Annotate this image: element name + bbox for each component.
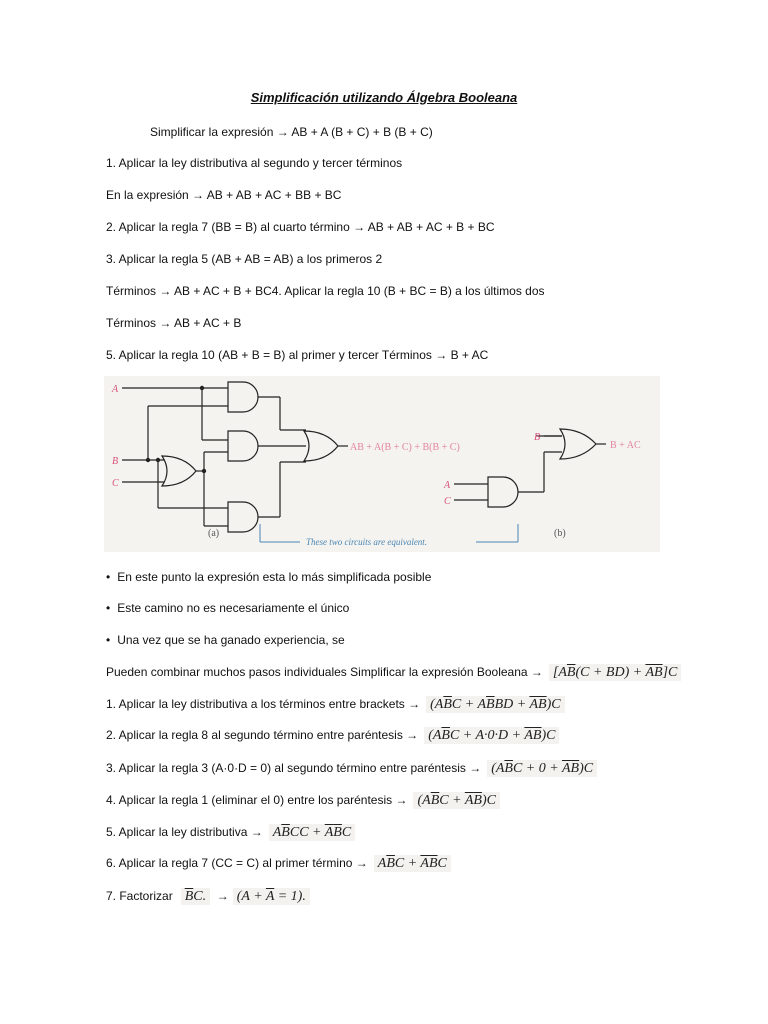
step-expression: En la expresión → AB + AB + AC + BB + BC (106, 188, 342, 202)
math-step-3: $(A\overline{B}C + 0 + \overline{A}\overline{B})C$ (487, 760, 597, 777)
part2-step-7: 7. Factorizar (106, 889, 173, 903)
part2-step-5-row (106, 824, 355, 841)
intro-expression: Simplificar la expresión → AB + A (B + C) + B (B + C) (150, 125, 433, 139)
step-1: 1. Aplicar la ley distributiva al segundo y tercer términos (106, 156, 403, 170)
equivalence-note: These two circuits are equivalent. (306, 537, 428, 547)
bullet-3: • Una vez que se ha ganado experiencia, se (106, 632, 345, 648)
logic-circuit-diagram (104, 376, 660, 552)
input-label-b: B (112, 456, 119, 467)
math-original: $[A\overline{B}(C + BD) + \overline{A}\overline{B}]C$ (549, 664, 681, 681)
step-terms: Términos → AB + AC + B (106, 316, 242, 330)
part2-step-3: 3. Aplicar la regla 3 (A·0·D = 0) al segundo término entre paréntesis → (106, 761, 482, 775)
part2-step-5: 5. Aplicar la ley distributiva → (106, 825, 263, 839)
step-3: 3. Aplicar la regla 5 (AB + AB = AB) a los primeros 2 (106, 252, 383, 266)
step-4: Términos → AB + AC + B + BC4. Aplicar la regla 10 (B + BC = B) a los últimos dos (106, 284, 545, 298)
math-step-4: $(A\overline{B}C + \overline{A}\overline{B})C$ (413, 792, 499, 809)
math-step-5: $A\overline{B}CC + \overline{A}\overline{B}C$ (269, 824, 355, 841)
caption-b: (b) (554, 528, 566, 539)
part2-step-7-row (106, 888, 310, 905)
part2-step-2: 2. Aplicar la regla 8 al segundo término entre paréntesis → (106, 728, 419, 742)
part2-intro-row (106, 664, 681, 681)
part2-step-6: 6. Aplicar la regla 7 (CC = C) al primer término → (106, 856, 368, 870)
math-step-7a: $\overline{B}C$. (181, 888, 210, 905)
part2-step-1-row (106, 696, 565, 713)
part2-step-2-row (106, 727, 559, 744)
input-label-c: C (112, 478, 119, 489)
math-step-6: $A\overline{B}C + \overline{A}\overline{B}C$ (374, 855, 451, 872)
output-label-b: B + AC (610, 440, 641, 451)
math-step-1: $(A\overline{B}C + A\overline{B}BD + \overline{A}\overline{B})C$ (426, 696, 564, 713)
math-step-2: $(A\overline{B}C + A\cdot 0\cdot D + \overline{A}\overline{B})C$ (424, 727, 559, 744)
input-label-b2: B (534, 432, 541, 443)
output-label-a: AB + A(B + C) + B(B + C) (350, 442, 460, 453)
part2-step-4-row (106, 792, 500, 809)
input-label-c2: C (444, 496, 451, 507)
input-label-a2: A (444, 480, 451, 491)
logic-circuit-figure (104, 376, 660, 552)
page-title: Simplificación utilizando Álgebra Booleana (250, 90, 518, 105)
input-label-a: A (112, 384, 119, 395)
math-step-7b: $(A + \overline{A} = 1)$. (233, 888, 310, 905)
part2-step-4: 4. Aplicar la regla 1 (eliminar el 0) entre los paréntesis → (106, 793, 408, 807)
caption-a: (a) (208, 528, 220, 539)
step-2: 2. Aplicar la regla 7 (BB = B) al cuarto término → AB + AB + AC + B + BC (106, 220, 495, 234)
part2-step-3-row (106, 760, 597, 777)
bullet-2: • Este camino no es necesariamente el único (106, 600, 349, 616)
part2-step-6-row (106, 855, 451, 872)
factor-arrow: → (216, 889, 229, 903)
part2-step-1: 1. Aplicar la ley distributiva a los términos entre brackets → (106, 697, 421, 711)
step-5: 5. Aplicar la regla 10 (AB + B = B) al primer y tercer Términos → B + AC (106, 348, 489, 362)
part2-intro: Pueden combinar muchos pasos individuales Simplificar la expresión Booleana → (106, 665, 543, 679)
bullet-1: • En este punto la expresión esta lo más simplificada posible (106, 569, 431, 585)
